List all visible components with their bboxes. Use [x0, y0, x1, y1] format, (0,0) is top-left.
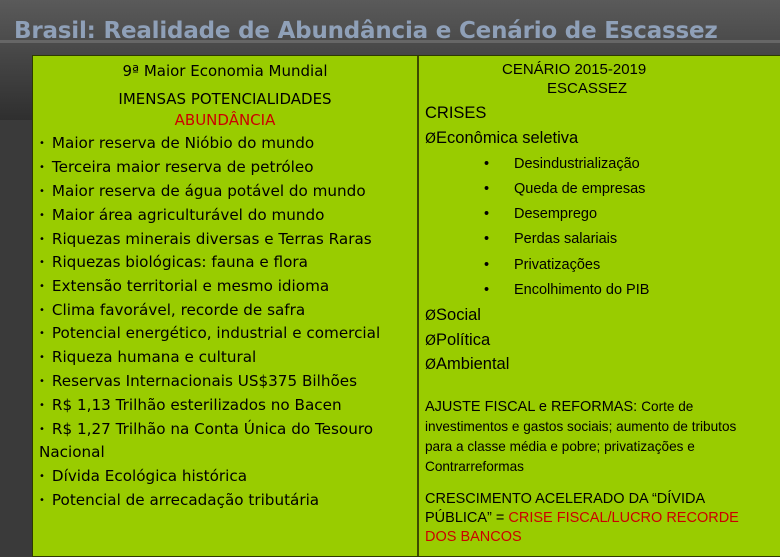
- list-item: • Reservas Internacionais US$375 Bilhões: [39, 372, 357, 390]
- list-item: • Queda de empresas: [484, 181, 646, 197]
- list-item: • Desindustrialização: [484, 156, 640, 172]
- list-item: • Maior reserva de água potável do mundo: [39, 182, 366, 200]
- left-heading-economy: 9ª Maior Economia Mundial: [122, 62, 328, 80]
- debt-growth-red-text: CRISE FISCAL/LUCRO RECORDE DOS BANCOS: [425, 510, 739, 545]
- fiscal-adjustment-paragraph: [425, 397, 755, 477]
- list-item: • Encolhimento do PIB: [484, 282, 650, 298]
- right-heading-scenario: CENÁRIO 2015-2019: [502, 61, 647, 78]
- debt-growth-text: CRESCIMENTO ACELERADO DA “DÍVIDA PÚBLICA” =: [425, 491, 705, 526]
- list-item: • Perdas salariais: [484, 231, 618, 247]
- crisis-social: ØSocial: [425, 306, 481, 324]
- list-item: • Potencial de arrecadação tributária: [39, 491, 320, 509]
- list-item: • Riqueza humana e cultural: [39, 348, 257, 366]
- list-item: • R$ 1,13 Trilhão esterilizados no Bacen: [39, 396, 342, 414]
- list-item: • Riquezas biológicas: fauna e flora: [39, 253, 308, 271]
- list-item: • Privatizações: [484, 257, 601, 273]
- debt-growth-paragraph: [425, 490, 770, 547]
- list-item: • Maior área agriculturável do mundo: [39, 206, 325, 224]
- slide-title: Brasil: Realidade de Abundância e Cenário de Escassez: [14, 18, 718, 44]
- list-item: • Maior reserva de Nióbio do mundo: [39, 134, 315, 152]
- list-item: • Terceira maior reserva de petróleo: [39, 158, 314, 176]
- fiscal-adjustment-title: AJUSTE FISCAL e REFORMAS:: [425, 399, 638, 415]
- right-heading-scarcity: ESCASSEZ: [547, 80, 628, 97]
- crisis-environmental: ØAmbiental: [425, 355, 510, 373]
- crisis-economic: ØEconômica seletiva: [425, 129, 579, 147]
- crises-label: CRISES: [425, 104, 487, 122]
- fiscal-adjustment-text: Corte de investimentos e gastos sociais; aumento de tributos para a classe média e pobre; privatizações e Contrarreformas: [425, 399, 737, 474]
- list-item-continuation: Nacional: [39, 443, 105, 461]
- left-heading-potentials: IMENSAS POTENCIALIDADES: [118, 90, 332, 108]
- crisis-political: ØPolítica: [425, 331, 491, 349]
- list-item: • Potencial energético, industrial e comercial: [39, 324, 381, 342]
- list-item: • Dívida Ecológica histórica: [39, 467, 248, 485]
- list-item: • Desemprego: [484, 206, 598, 222]
- list-item: • Clima favorável, recorde de safra: [39, 301, 306, 319]
- content-table: [32, 55, 780, 557]
- list-item: • R$ 1,27 Trilhão na Conta Única do Tesouro: [39, 420, 374, 438]
- column-divider: [417, 56, 419, 556]
- list-item: • Riquezas minerais diversas e Terras Raras: [39, 230, 372, 248]
- list-item: • Extensão territorial e mesmo idioma: [39, 277, 330, 295]
- left-heading-abundance: ABUNDÂNCIA: [174, 111, 276, 129]
